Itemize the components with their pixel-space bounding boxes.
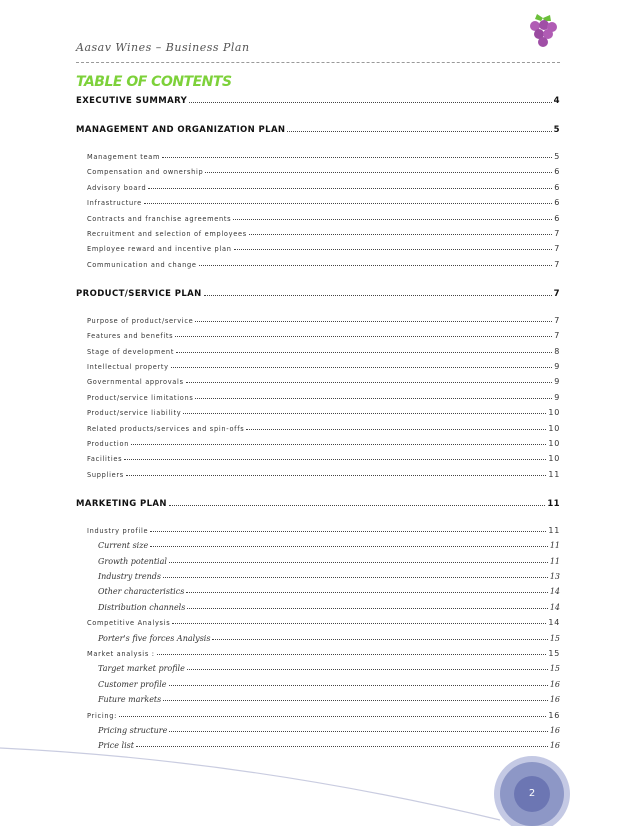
toc-entry-label: Features and benefits <box>87 332 174 341</box>
toc-entry[interactable] <box>76 289 560 299</box>
toc-entry-page: 14 <box>549 587 560 597</box>
toc-leader-dots <box>150 530 546 532</box>
toc-entry[interactable] <box>76 229 560 238</box>
toc-entry-label: Communication and change <box>87 260 197 269</box>
toc-entry[interactable] <box>76 649 560 658</box>
toc-entry[interactable] <box>76 377 560 386</box>
toc-entry[interactable] <box>76 680 560 689</box>
toc-leader-dots <box>195 320 552 322</box>
toc-entry[interactable] <box>76 244 560 253</box>
toc-entry-label: Industry trends <box>98 572 161 581</box>
toc-entry-page: 10 <box>548 454 560 464</box>
toc-entry-label: Intellectual property <box>87 363 169 371</box>
toc-entry-page: 10 <box>548 408 560 418</box>
toc-entry[interactable] <box>76 183 560 192</box>
toc-entry[interactable] <box>76 198 560 207</box>
toc-leader-dots <box>233 218 552 220</box>
toc-entry[interactable] <box>76 695 560 704</box>
toc-leader-dots <box>169 684 548 686</box>
toc-entry[interactable] <box>76 347 560 356</box>
toc-leader-dots <box>162 156 552 158</box>
toc-leader-dots <box>186 381 552 383</box>
toc-entry-page: 7 <box>554 259 560 269</box>
toc-entry-label: Employee reward and incentive plan <box>87 245 232 254</box>
toc-entry[interactable] <box>76 454 560 463</box>
toc-entry-label: Advisory board <box>87 183 147 192</box>
toc-entry-label: Growth potential <box>98 556 167 566</box>
toc-entry[interactable] <box>76 214 560 223</box>
toc-entry[interactable] <box>76 541 560 550</box>
toc-entry-page: 15 <box>549 633 560 643</box>
toc-entry-label: Suppliers <box>87 470 124 479</box>
toc-entry-label: PRODUCT/SERVICE PLAN <box>76 288 202 299</box>
toc-entry-page: 5 <box>554 152 560 161</box>
toc-entry-page: 16 <box>549 695 560 705</box>
toc-leader-dots <box>169 504 545 506</box>
toc-entry-label: Product/service liability <box>87 409 182 418</box>
toc-leader-dots <box>234 248 553 250</box>
toc-heading: TABLE OF CONTENTS <box>76 74 232 90</box>
toc-entry[interactable] <box>76 316 560 325</box>
toc-entry-label: Current size <box>98 541 149 551</box>
toc-leader-dots <box>124 458 546 460</box>
toc-entry-label: Infrastructure <box>87 199 142 208</box>
toc-entry-page: 10 <box>548 439 560 448</box>
toc-entry-page: 8 <box>554 346 560 356</box>
toc-entry-page: 16 <box>548 710 560 720</box>
toc-leader-dots <box>157 653 547 655</box>
toc-leader-dots <box>144 202 552 204</box>
toc-leader-dots <box>199 264 553 266</box>
toc-leader-dots <box>189 101 552 103</box>
toc-entry-label: Industry profile <box>87 526 149 535</box>
toc-entry[interactable] <box>76 711 560 720</box>
toc-leader-dots <box>169 561 548 563</box>
toc-entry-label: Pricing structure <box>98 726 168 735</box>
toc-entry-page: 4 <box>553 96 560 106</box>
toc-entry-page: 5 <box>553 125 560 135</box>
toc-leader-dots <box>187 668 548 670</box>
toc-entry-label: Price list <box>98 741 134 751</box>
toc-entry[interactable] <box>76 362 560 371</box>
toc-entry-page: 7 <box>554 229 560 238</box>
toc-leader-dots <box>249 233 552 235</box>
toc-entry-page: 13 <box>549 572 560 581</box>
toc-leader-dots <box>183 412 546 414</box>
toc-entry-label: Product/service limitations <box>87 393 194 402</box>
toc-entry-label: Compensation and ownership <box>87 168 204 177</box>
toc-entry[interactable] <box>76 167 560 176</box>
toc-entry-page: 6 <box>554 198 560 208</box>
toc-entry-page: 14 <box>548 618 560 628</box>
toc-entry-page: 7 <box>554 244 560 254</box>
toc-entry[interactable] <box>76 152 560 161</box>
toc-entry-label: Management team <box>87 153 161 161</box>
toc-entry-page: 7 <box>554 315 560 325</box>
toc-entry[interactable] <box>76 557 560 566</box>
toc-entry-page: 9 <box>554 377 560 387</box>
toc-entry-label: Production <box>87 440 130 448</box>
toc-leader-dots <box>150 545 548 547</box>
toc-entry-page: 11 <box>549 541 560 551</box>
toc-entry-page: 11 <box>548 469 560 479</box>
toc-entry-label: Facilities <box>87 455 123 464</box>
toc-entry-label: Contracts and franchise agreements <box>87 214 232 223</box>
toc-entry-label: Other characteristics <box>98 587 185 597</box>
toc-leader-dots <box>205 171 552 173</box>
toc-entry-page: 6 <box>554 182 560 192</box>
toc-entry[interactable] <box>76 618 560 627</box>
toc-leader-dots <box>246 428 546 430</box>
toc-entry-page: 9 <box>554 362 560 371</box>
toc-entry-label: Stage of development <box>87 347 175 356</box>
toc-leader-dots <box>204 294 552 296</box>
toc-leader-dots <box>287 130 551 132</box>
toc-entry-page: 7 <box>553 288 560 299</box>
toc-leader-dots <box>212 638 547 640</box>
toc-entry-label: Recruitment and selection of employees <box>87 230 247 238</box>
toc-entry-page: 11 <box>548 525 560 535</box>
toc-entry[interactable] <box>76 408 560 417</box>
toc-leader-dots <box>176 351 552 353</box>
toc-entry-page: 9 <box>554 392 560 402</box>
toc-entry-page: 7 <box>554 331 560 341</box>
toc-entry-label: Related products/services and spin-offs <box>87 424 245 433</box>
toc-entry[interactable] <box>76 439 560 448</box>
page-number-badge <box>500 762 564 826</box>
toc-entry[interactable] <box>76 260 560 269</box>
toc-leader-dots <box>187 607 547 609</box>
grape-logo-icon <box>523 12 561 54</box>
toc-entry-page: 14 <box>549 602 560 612</box>
toc-entry-label: Competitive Analysis <box>87 619 171 628</box>
toc-leader-dots <box>119 715 546 717</box>
toc-entry-page: 11 <box>547 498 560 509</box>
toc-leader-dots <box>172 622 546 624</box>
toc-entry-label: Governmental approvals <box>87 378 184 387</box>
toc-leader-dots <box>171 366 552 368</box>
toc-entry[interactable] <box>76 572 560 581</box>
toc-entry-page: 16 <box>549 726 560 735</box>
toc-entry-label: Porter's five forces Analysis <box>98 633 211 643</box>
toc-entry[interactable] <box>76 587 560 596</box>
toc-entry-page: 16 <box>549 679 560 689</box>
toc-entry[interactable] <box>76 664 560 673</box>
toc-entry-label: Distribution channels <box>98 602 186 612</box>
toc-entry-label: Purpose of product/service <box>87 316 194 325</box>
toc-entry[interactable] <box>76 125 560 135</box>
toc-leader-dots <box>175 335 552 337</box>
toc-entry[interactable] <box>76 424 560 433</box>
document-header-title: Aasav Wines – Business Plan <box>76 41 250 54</box>
toc-leader-dots <box>163 576 548 578</box>
header-divider <box>76 62 560 63</box>
toc-entry-page: 10 <box>548 423 560 433</box>
toc-entry-page: 6 <box>554 213 560 223</box>
toc-entry[interactable] <box>76 499 560 509</box>
toc-entry-label: Market analysis : <box>87 650 155 658</box>
toc-entry-page: 15 <box>548 649 560 658</box>
toc-entry-page: 11 <box>549 556 560 566</box>
toc-leader-dots <box>195 397 552 399</box>
toc-entry-label: MARKETING PLAN <box>76 498 167 509</box>
toc-entry-page: 16 <box>549 741 560 751</box>
toc-entry[interactable] <box>76 603 560 612</box>
toc-entry[interactable] <box>76 526 560 535</box>
toc-entry-label: MANAGEMENT AND ORGANIZATION PLAN <box>76 125 286 135</box>
toc-entry[interactable] <box>76 393 560 402</box>
toc-entry-label: Target market profile <box>98 664 185 674</box>
toc-leader-dots <box>186 591 548 593</box>
toc-leader-dots <box>126 474 547 476</box>
toc-entry[interactable] <box>76 470 560 479</box>
toc-entry[interactable] <box>76 634 560 643</box>
toc-entry-label: EXECUTIVE SUMMARY <box>76 96 188 106</box>
toc-entry-label: Pricing: <box>87 711 118 720</box>
toc-entry-label: Customer profile <box>98 679 167 689</box>
toc-entry-label: Future markets <box>98 695 162 705</box>
toc-leader-dots <box>131 443 546 445</box>
toc-entry[interactable] <box>76 96 560 106</box>
toc-entry[interactable] <box>76 331 560 340</box>
toc-leader-dots <box>148 187 552 189</box>
toc-entry-page: 6 <box>554 167 560 177</box>
page-number: 2 <box>514 776 550 812</box>
toc-leader-dots <box>163 699 548 701</box>
toc-entry-page: 15 <box>549 664 560 674</box>
